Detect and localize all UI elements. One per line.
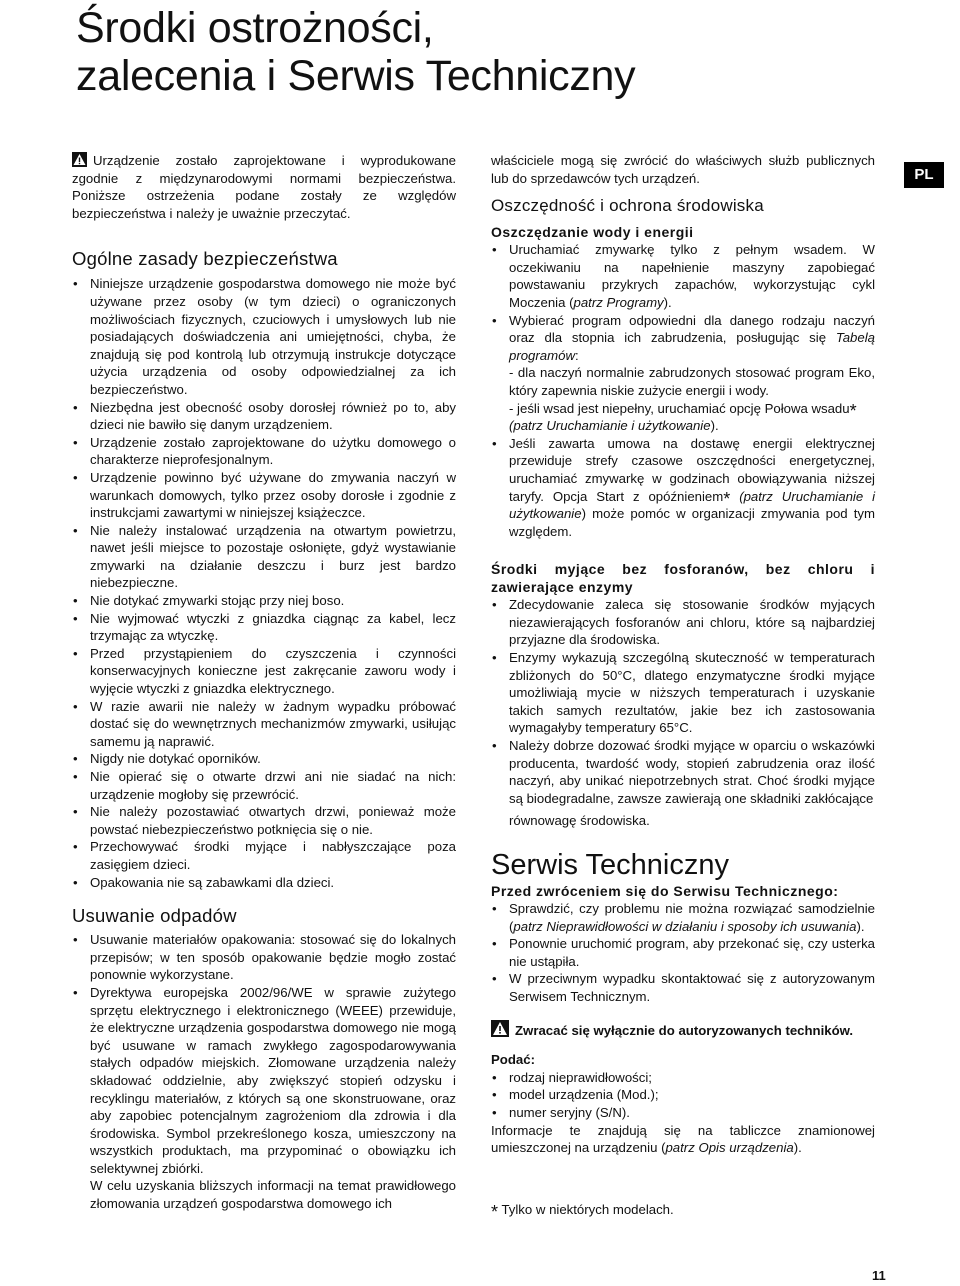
- general-safety-list: [72, 275, 456, 891]
- detergents-tail: równowagę środowiska.: [509, 813, 650, 829]
- service-heading: Serwis Techniczny: [491, 849, 730, 881]
- list-item: • Należy dobrze dozować środki myjące w oparciu o wskazówki producenta, twardość wody, stopień zabrudzenia oraz ilość naczyń, aby unikać niepotrzebnych strat. Choć środki myjące są biodegradalne, zawsze zawierają one składniki zakłócające: [491, 737, 875, 807]
- give-label: Podać:: [491, 1052, 535, 1068]
- give-list: [491, 1069, 875, 1122]
- service-info: Informacje te znajdują się na tabliczce znamionowej umieszczonej na urządzeniu (patrz Opis urządzenia).: [491, 1122, 875, 1156]
- right-continuation: właściciele mogą się zwrócić do właściwych służb publicznych lub do sprzedawców tych urządzeń.: [491, 153, 875, 186]
- list-item: • Jeśli zawarta umowa na dostawę energii elektrycznej przewiduje strefy czasowe oszczędności energetycznej, uruchamiać zmywarkę w godzinach obowiązywania niższej taryfy. Opcja Start z opóźnieniem* (patrz Uruchamianie i użytkowanie) może pomóc w organizacji zmywania pod tym względem.: [491, 435, 875, 541]
- list-item: • Nie dotykać zmywarki stojąc przy niej boso.: [72, 592, 456, 610]
- list-item: • Enzymy wykazują szczególną skuteczność w temperaturach zbliżonych do 50°C, dlatego enzymatyczne środki myjące umożliwiają mycie w niższych temperaturach i uzyskanie takich samych rezultatów, jakie bez ich zastosowania wymagałyby temperatury 65°C.: [491, 649, 875, 737]
- warning-icon: [491, 1020, 509, 1037]
- water-energy-heading: Oszczędzanie wody i energii: [491, 224, 694, 241]
- intro-text: Urządzenie zostało zaprojektowane i wyprodukowane zgodnie z międzynarodowymi normami bezpieczeństwa. Poniższe ostrzeżenia podane zostały ze względów bezpieczeństwa i należy je uważnie przeczytać.: [72, 153, 456, 221]
- service-list: [491, 900, 875, 1006]
- list-item: • model urządzenia (Mod.);: [491, 1086, 875, 1104]
- list-item: • Nigdy nie dotykać oporników.: [72, 750, 456, 768]
- list-item: • rodzaj nieprawidłowości;: [491, 1069, 875, 1087]
- list-item: • Sprawdzić, czy problemu nie można rozwiązać samodzielnie (patrz Nieprawidłowości w działaniu i sposoby ich usuwania).: [491, 900, 875, 935]
- savings-heading: Oszczędność i ochrona środowiska: [491, 196, 764, 216]
- sub-item: - jeśli wsad jest niepełny, uruchamiać opcję Połowa wsadu* (patrz Uruchamianie i użytkowanie).: [509, 400, 857, 434]
- detergents-list: [491, 596, 875, 807]
- list-item: • Zdecydowanie zaleca się stosowanie środków myjących niezawierających fosforanów ani chloru, które są najbardziej przyjazne dla środowiska.: [491, 596, 875, 649]
- list-item: • numer seryjny (S/N).: [491, 1104, 875, 1122]
- title-line-2: zalecenia i Serwis Techniczny: [76, 52, 636, 100]
- list-item: • Wybierać program odpowiedni dla danego rodzaju naczyń oraz dla stopnia ich zabrudzenia, posługując się Tabelą programów: - dla naczyń normalnie zabrudzonych stosować program Eko, który zapewnia niskie zużycie energii i wody. - jeśli wsad jest niepełny, uruchamiać opcję Połowa wsadu* (patrz Uruchamianie i użytkowanie).: [491, 312, 875, 435]
- list-item: • Niezbędna jest obecność osoby dorosłej również po to, aby dzieci nie bawiło się danym urządzeniem.: [72, 399, 456, 434]
- list-item: • Dyrektywa europejska 2002/96/WE w sprawie zużytego sprzętu elektrycznego i elektronicznego (WEEE) przewiduje, że elektryczne urządzenia gospodarstwa domowego nie mogą być usuwane w ramach zwykłego zagospodarowywania stałych odpadów miejskich. Złomowane urządzenia należy składować oddzielnie, aby zwiększyć stopień odzysku i recyklingu materiałów, z których są one skonstruowane, oraz aby zapobiec potencjalnym zagrożeniom dla zdrowia i dla środowiska. Symbol przekreślonego kosza, umieszczony na wszystkich produktach, ma przypominać o obowiązku ich selektywnej zbiórki.: [72, 984, 456, 1178]
- disposal-heading: Usuwanie odpadów: [72, 905, 237, 927]
- page-number: 11: [872, 1268, 886, 1283]
- list-item: • Przechowywać środki myjące i nabłyszczające poza zasięgiem dzieci.: [72, 838, 456, 873]
- footnote: * Tylko w niektórych modelach.: [491, 1201, 674, 1222]
- service-warning: Zwracać się wyłącznie do autoryzowanych techników.: [491, 1020, 875, 1040]
- page-title: [76, 4, 635, 100]
- right-column: [491, 152, 876, 1222]
- list-item: • Uruchamiać zmywarkę tylko z pełnym wsadem. W oczekiwaniu na napełnienie maszyny zapobiegać powstawaniu przykrych zapachów, wykorzystując cykl Moczenia (patrz Programy).: [491, 241, 875, 311]
- list-item: • Usuwanie materiałów opakowania: stosować się do lokalnych przepisów; w ten sposób opakowanie będzie mogło zostać ponownie wykorzystane.: [72, 931, 456, 984]
- warning-icon: [72, 152, 87, 167]
- left-column: [72, 152, 456, 1213]
- service-subheading: Przed zwróceniem się do Serwisu Technicznego:: [491, 883, 839, 899]
- list-item: • Urządzenie zostało zaprojektowane do użytku domowego o charakterze nieprofesjonalnym.: [72, 434, 456, 469]
- language-tab: PL: [904, 162, 944, 188]
- list-item: • Opakowania nie są zabawkami dla dzieci.: [72, 874, 456, 892]
- disposal-outro: W celu uzyskania bliższych informacji na temat prawidłowego złomowania urządzeń gospodarstwa domowego ich: [90, 1178, 456, 1212]
- detergents-heading: Środki myjące bez fosforanów, bez chloru i zawierające enzymy: [491, 561, 875, 596]
- intro-paragraph: [72, 152, 456, 222]
- list-item: • Nie wyjmować wtyczki z gniazdka ciągnąc za kabel, lecz trzymając za wtyczkę.: [72, 610, 456, 645]
- list-item: • Nie należy instalować urządzenia na otwartym powietrzu, nawet jeśli miejsce to pozostaje osłonięte, gdyż wystawianie zmywarki na działanie deszczu i burz jest bardzo niebezpieczne.: [72, 522, 456, 592]
- list-item: • Ponownie uruchomić program, aby przekonać się, czy usterka nie ustąpiła.: [491, 935, 875, 970]
- list-item: • Nie należy pozostawiać otwartych drzwi, ponieważ może powstać niebezpieczeństwo potknięcia się o nie.: [72, 803, 456, 838]
- list-item: • W razie awarii nie należy w żadnym wypadku próbować dostać się do wewnętrznych mechanizmów zmywarki, usiłując samemu ją naprawić.: [72, 698, 456, 751]
- list-item: • Urządzenie powinno być używane do zmywania naczyń w warunkach domowych, tylko przez osoby dorosłe i zgodnie z instrukcjami zawartymi w niniejszej książeczce.: [72, 469, 456, 522]
- savings-list: [491, 241, 875, 540]
- general-safety-heading: Ogólne zasady bezpieczeństwa: [72, 248, 338, 270]
- list-item: • Nie opierać się o otwarte drzwi ani nie siadać na nich: urządzenie mogłoby się przewrócić.: [72, 768, 456, 803]
- disposal-list: [72, 931, 456, 1177]
- sub-item: - dla naczyń normalnie zabrudzonych stosować program Eko, który zapewnia niskie zużycie energii i wody.: [509, 365, 875, 398]
- title-line-1: Środki ostrożności,: [76, 4, 434, 52]
- list-item: • Przed przystąpieniem do czyszczenia i czynności konserwacyjnych konieczne jest zakręcanie zaworu wody i wyjęcie wtyczki z gniazdka elektrycznego.: [72, 645, 456, 698]
- list-item: • W przeciwnym wypadku skontaktować się z autoryzowanym Serwisem Technicznym.: [491, 970, 875, 1005]
- list-item: • Niniejsze urządzenie gospodarstwa domowego nie może być używane przez osoby (w tym dzieci) o ograniczonych możliwościach fizycznych, czuciowych i umysłowych lub nie posiadających doświadczenia ani umiejętności, chyba, że znajdują się pod kontrolą lub otrzymują instrukcje dotyczące użycia urządzenia od osoby odpowiedzialnej za ich bezpieczeństwo.: [72, 275, 456, 398]
